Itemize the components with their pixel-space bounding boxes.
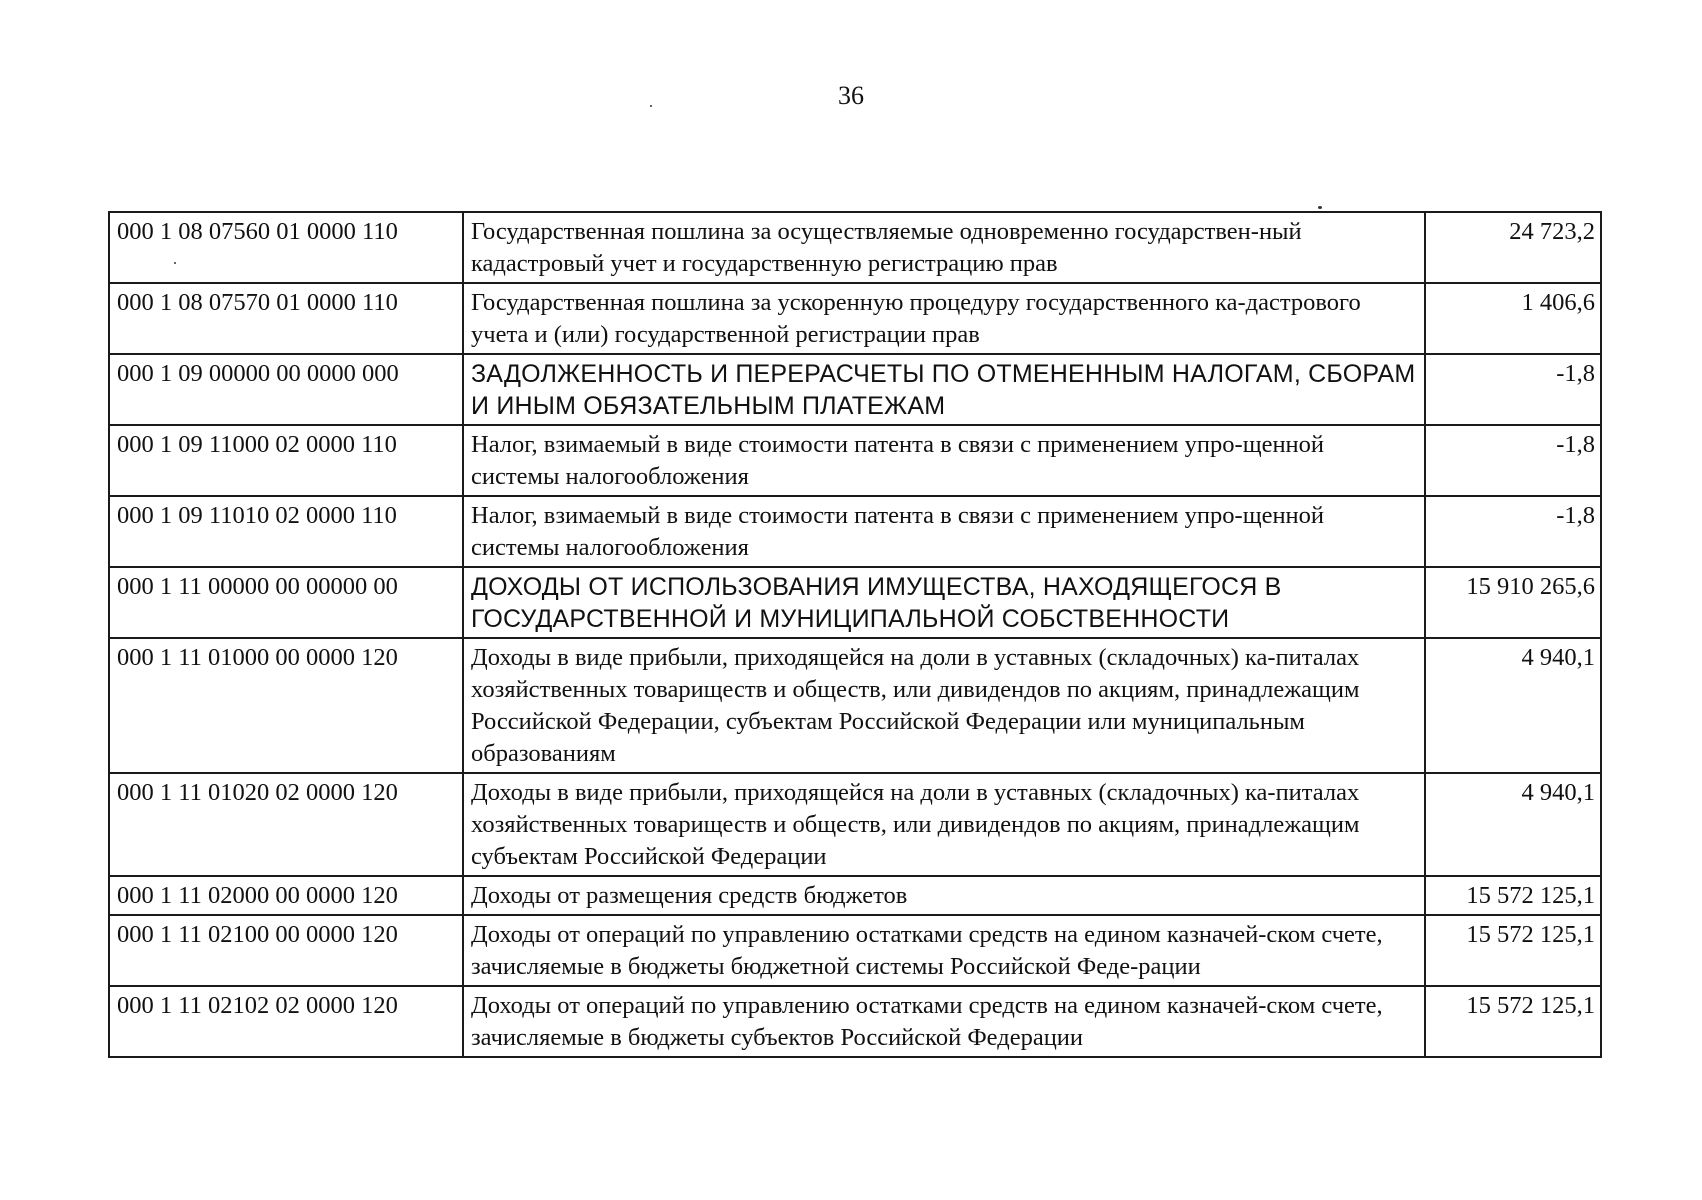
table-row xyxy=(109,212,1601,283)
scan-speck xyxy=(650,105,652,107)
description-cell: Доходы в виде прибыли, приходящейся на доли в уставных (складочных) ка-питалах хозяйственных товариществ и обществ, или дивидендов по акциям, принадлежащим Российской Федерации, субъектам Российской Федерации или муниципальным образованиям xyxy=(463,638,1425,773)
section-heading-cell: ЗАДОЛЖЕННОСТЬ И ПЕРЕРАСЧЕТЫ ПО ОТМЕНЕННЫМ НАЛОГАМ, СБОРАМ И ИНЫМ ОБЯЗАТЕЛЬНЫМ ПЛАТЕЖАМ xyxy=(463,354,1425,425)
amount-cell: 24 723,2 xyxy=(1425,212,1601,283)
description-cell: Государственная пошлина за ускоренную процедуру государственного ка-дастрового учета и (или) государственной регистрации прав xyxy=(463,283,1425,354)
scan-speck xyxy=(1318,206,1322,209)
description-cell: Доходы от операций по управлению остатками средств на едином казначей-ском счете, зачисляемые в бюджеты бюджетной системы Российской Феде-рации xyxy=(463,915,1425,986)
table-row xyxy=(109,496,1601,567)
amount-cell: 4 940,1 xyxy=(1425,638,1601,773)
amount-cell: 15 910 265,6 xyxy=(1425,567,1601,638)
table-row xyxy=(109,283,1601,354)
budget-code-cell: 000 1 11 02102 02 0000 120 xyxy=(109,986,463,1057)
budget-code-cell: 000 1 08 07560 01 0000 110 xyxy=(109,212,463,283)
table-row xyxy=(109,425,1601,496)
budget-code-cell: 000 1 11 01000 00 0000 120 xyxy=(109,638,463,773)
description-cell: Налог, взимаемый в виде стоимости патента в связи с применением упро-щенной системы налогообложения xyxy=(463,496,1425,567)
budget-code-cell: 000 1 11 02000 00 0000 120 xyxy=(109,876,463,915)
table-row xyxy=(109,638,1601,773)
amount-cell: -1,8 xyxy=(1425,425,1601,496)
table-row xyxy=(109,986,1601,1057)
amount-cell: -1,8 xyxy=(1425,496,1601,567)
table-body xyxy=(109,212,1601,1057)
amount-cell: 1 406,6 xyxy=(1425,283,1601,354)
amount-cell: 4 940,1 xyxy=(1425,773,1601,876)
amount-cell: 15 572 125,1 xyxy=(1425,986,1601,1057)
description-cell: Государственная пошлина за осуществляемые одновременно государствен-ный кадастровый учет и государственную регистрацию прав xyxy=(463,212,1425,283)
description-cell: Доходы в виде прибыли, приходящейся на доли в уставных (складочных) ка-питалах хозяйственных товариществ и обществ, или дивидендов по акциям, принадлежащим субъектам Российской Федерации xyxy=(463,773,1425,876)
budget-code-cell: 000 1 11 00000 00 00000 00 xyxy=(109,567,463,638)
budget-code-cell: 000 1 09 00000 00 0000 000 xyxy=(109,354,463,425)
budget-code-cell: 000 1 11 01020 02 0000 120 xyxy=(109,773,463,876)
amount-cell: -1,8 xyxy=(1425,354,1601,425)
description-cell: Доходы от операций по управлению остатками средств на едином казначей-ском счете, зачисляемые в бюджеты субъектов Российской Федерации xyxy=(463,986,1425,1057)
table-row xyxy=(109,915,1601,986)
revenue-table xyxy=(108,211,1602,1058)
section-heading-cell: ДОХОДЫ ОТ ИСПОЛЬЗОВАНИЯ ИМУЩЕСТВА, НАХОДЯЩЕГОСЯ В ГОСУДАРСТВЕННОЙ И МУНИЦИПАЛЬНОЙ СОБСТВЕННОСТИ xyxy=(463,567,1425,638)
table-row xyxy=(109,876,1601,915)
amount-cell: 15 572 125,1 xyxy=(1425,876,1601,915)
table-row-section xyxy=(109,354,1601,425)
page-number: 36 xyxy=(838,81,864,110)
table-row-section xyxy=(109,567,1601,638)
budget-code-cell: 000 1 09 11010 02 0000 110 xyxy=(109,496,463,567)
amount-cell: 15 572 125,1 xyxy=(1425,915,1601,986)
table-row xyxy=(109,773,1601,876)
budget-code-cell: 000 1 08 07570 01 0000 110 xyxy=(109,283,463,354)
description-cell: Доходы от размещения средств бюджетов xyxy=(463,876,1425,915)
description-cell: Налог, взимаемый в виде стоимости патента в связи с применением упро-щенной системы налогообложения xyxy=(463,425,1425,496)
budget-code-cell: 000 1 11 02100 00 0000 120 xyxy=(109,915,463,986)
budget-code-cell: 000 1 09 11000 02 0000 110 xyxy=(109,425,463,496)
